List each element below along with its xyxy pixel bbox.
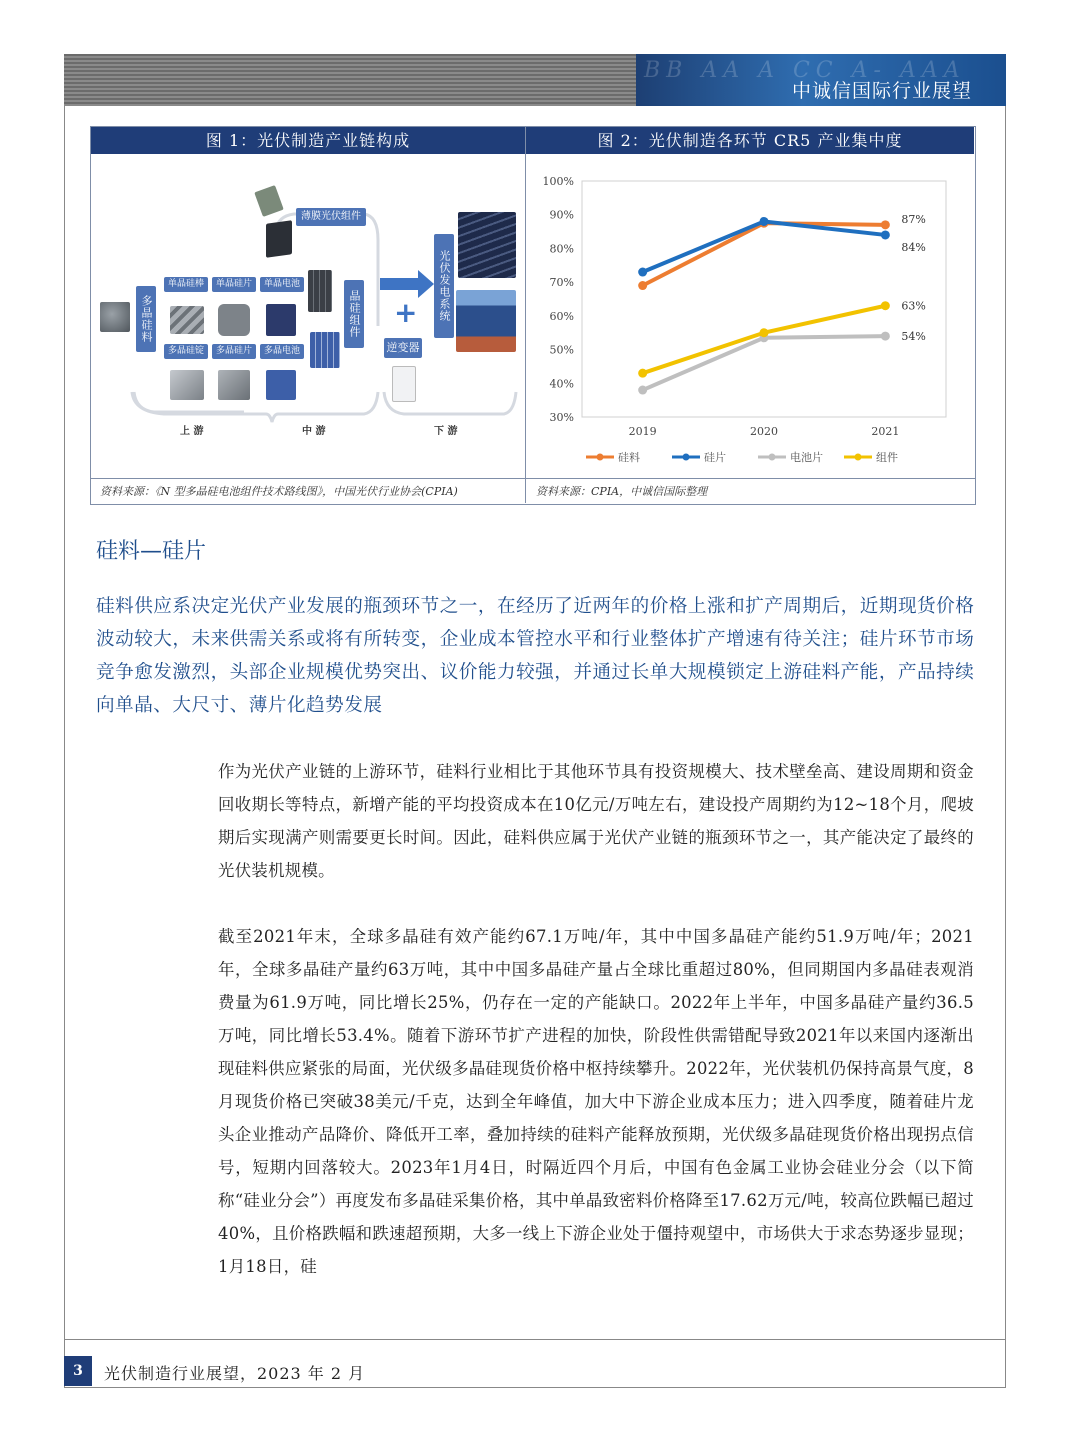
y-tick-label: 100% — [542, 175, 574, 188]
polysilicon-label: 多晶硅料 — [136, 286, 156, 352]
legend-swatch-point — [769, 454, 776, 461]
series-line-1 — [643, 221, 886, 272]
series-point-3 — [881, 301, 890, 310]
multi-wafer-label: 多晶硅片 — [212, 344, 256, 359]
page-border-right — [1005, 54, 1006, 1388]
cr5-line-chart — [530, 165, 970, 465]
legend-label: 电池片 — [790, 451, 823, 464]
mono-cell-image — [266, 304, 296, 336]
x-tick-label: 2019 — [628, 425, 657, 438]
y-tick-label: 80% — [549, 242, 574, 256]
series-end-label: 87% — [901, 212, 926, 226]
stage-midstream: 中 游 — [302, 426, 326, 437]
series-point-3 — [760, 328, 769, 337]
footer-text: 光伏制造行业展望，2023 年 2 月 — [104, 1364, 366, 1383]
plus-sign: + — [394, 296, 418, 329]
legend-swatch-point — [683, 454, 690, 461]
y-tick-label: 70% — [549, 276, 574, 290]
y-tick-label: 90% — [549, 208, 574, 222]
inverter-image — [392, 366, 416, 402]
figure-divider — [525, 126, 526, 503]
polysilicon-raw-image — [100, 302, 130, 332]
y-tick-label: 60% — [549, 309, 574, 323]
mono-cell-label: 单晶电池 — [260, 277, 304, 292]
legend-label: 硅片 — [704, 451, 726, 464]
y-tick-label: 50% — [549, 343, 574, 357]
legend-label: 硅料 — [618, 451, 640, 464]
section-summary: 硅料供应系决定光伏产业发展的瓶颈环节之一，在经历了近两年的价格上涨和扩产周期后，近期现货价格波动较大，未来供需关系或将有所转变，企业成本管控水平和行业整体扩产增速有待关注；硅片环节市场竞争愈发激烈，头部企业规模优势突出、议价能力较强，并通过长单大规模锁定上游硅料产能，产品持续向单晶、大尺寸、薄片化趋势发展 — [96, 596, 975, 716]
series-point-1 — [760, 217, 769, 226]
page-number: 3 — [64, 1356, 92, 1386]
thin-film-image — [266, 220, 292, 258]
mono-ingot-label: 单晶硅棒 — [164, 277, 208, 292]
body-paragraph-2: 截至2021年末，全球多晶硅有效产能约67.1万吨/年，其中中国多晶硅产能约51.9万吨/年；2021年，全球多晶硅产量约63万吨，其中中国多晶硅产量占全球比重超过80%，但同期国内多晶硅表观消费量为61.9万吨，同比增长25%，仍存在一定的产能缺口。2022年上半年，中国多晶硅产量约36.5万吨，同比增长53.4%。随着下游环节扩产进程的加快，阶段性供需错配导致2021年以来国内逐渐出现硅料供应紧张的局面，光伏级多晶硅现货价格中枢持续攀升。2022年，光伏装机仍保持高景气度，8月现货价格已突破38美元/千克，达到全年峰值，加大中下游企业成本压力；进入四季度，随着硅片龙头企业推动产品降价、降低开工率，叠加持续的硅料产能释放预期，光伏级多晶硅现货价格出现拐点信号，短期内回落较大。2023年1月4日，时隔近四个月后，中国有色金属工业协会硅业分会（以下简称“硅业分会”）再度发布多晶硅采集价格，其中单晶致密料价格降至17.62万元/吨，较高位跌幅已超过40%，且价格跌幅和跌速超预期，大多一线上下游企业处于僵持观望中，市场供大于求态势逐步显现；1月18日，硅 — [218, 927, 974, 1276]
page-border-left — [64, 54, 65, 1388]
stage-upstream: 上 游 — [180, 426, 204, 437]
series-end-label: 84% — [901, 240, 926, 254]
stage-downstream: 下 游 — [434, 426, 458, 437]
multi-cell-label: 多晶电池 — [260, 344, 304, 359]
legend-swatch-point — [597, 454, 604, 461]
series-point-0 — [881, 220, 890, 229]
series-end-label: 54% — [901, 330, 926, 344]
thin-film-label: 薄膜光伏组件 — [296, 208, 366, 226]
x-tick-label: 2020 — [750, 425, 778, 438]
mono-ingot-image — [170, 306, 204, 334]
plot-area-border — [582, 181, 946, 417]
footer-bottom-line — [64, 1387, 1006, 1388]
y-tick-label: 30% — [549, 411, 574, 424]
cs-module-image-1 — [308, 270, 332, 312]
inverter-label: 逆变器 — [384, 338, 422, 358]
cs-module-image-2 — [310, 332, 340, 368]
header-brand — [636, 54, 1006, 106]
series-point-0 — [638, 281, 647, 290]
multi-ingot-image — [170, 370, 204, 400]
series-point-1 — [881, 230, 890, 239]
section-title: 硅料—硅片 — [96, 539, 207, 564]
pv-rooftop-image — [456, 290, 516, 352]
industry-chain-diagram — [94, 160, 522, 440]
multi-cell-image — [266, 370, 296, 400]
mono-wafer-image — [218, 304, 250, 336]
figure-source-line — [90, 478, 976, 479]
multi-ingot-label: 多晶硅锭 — [164, 344, 208, 359]
cs-module-label: 晶硅组件 — [344, 280, 364, 348]
figure1-source: 资料来源：《N 型多晶硅电池组件技术路线图》，中国光伏行业协会(CPIA) — [100, 485, 458, 498]
legend-label: 组件 — [876, 451, 898, 464]
series-end-label: 63% — [901, 299, 926, 313]
pv-system-label: 光伏发电系统 — [434, 234, 454, 338]
header-deco-text: BB AA A CC A- AAA — [644, 58, 966, 83]
y-tick-label: 40% — [549, 377, 574, 391]
multi-wafer-image — [218, 370, 250, 400]
pv-farm-image — [458, 212, 516, 278]
series-point-3 — [638, 369, 647, 378]
series-point-2 — [638, 386, 647, 395]
mono-wafer-label: 单晶硅片 — [212, 277, 256, 292]
x-tick-label: 2021 — [871, 425, 900, 438]
series-point-2 — [881, 332, 890, 341]
legend-swatch-point — [855, 454, 862, 461]
header-title: 中诚信国际行业展望 — [791, 80, 972, 102]
footer-line — [64, 1339, 1006, 1340]
figure2-title: 图 2：光伏制造各环节 CR5 产业集中度 — [526, 127, 974, 154]
body-paragraph-1: 作为光伏产业链的上游环节，硅料行业相比于其他环节具有投资规模大、技术壁垒高、建设周期和资金回收期长等特点，新增产能的平均投资成本在10亿元/万吨左右，建设投产周期约为12~18个月，爬坡期后实现满产则需要更长时间。因此，硅料供应属于光伏产业链的瓶颈环节之一，其产能决定了最终的光伏装机规模。 — [218, 762, 974, 880]
figure2-source: 资料来源：CPIA，中诚信国际整理 — [536, 485, 708, 498]
series-point-1 — [638, 268, 647, 277]
figure1-title: 图 1：光伏制造产业链构成 — [91, 127, 525, 154]
